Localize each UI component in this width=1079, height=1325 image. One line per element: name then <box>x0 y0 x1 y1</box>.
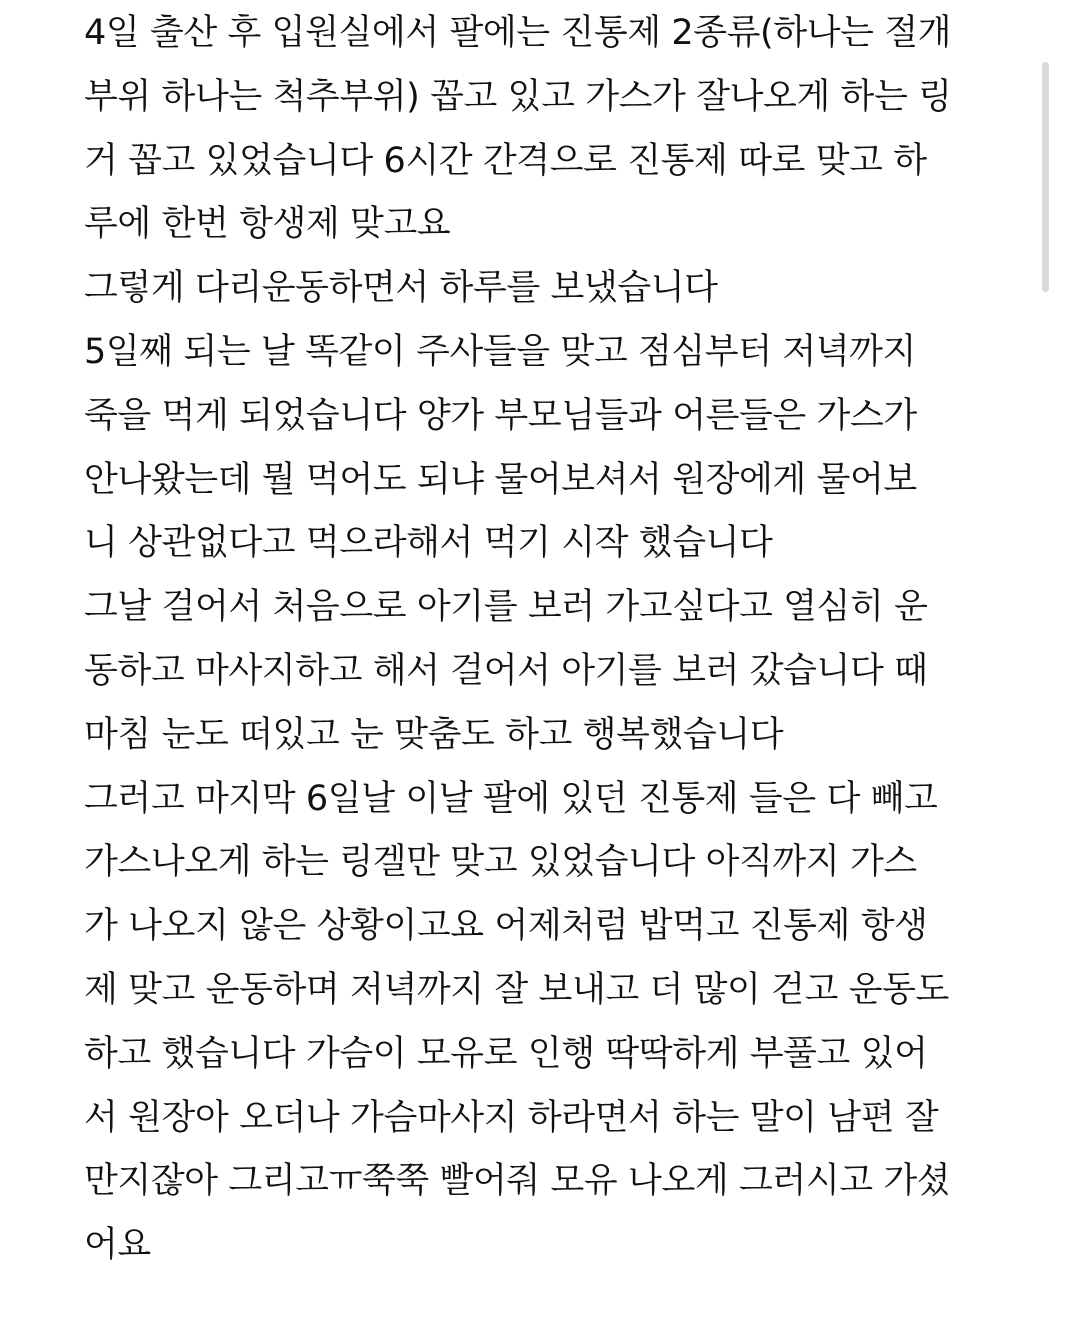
text-line: 그러고 마지막 6일날 이날 팔에 있던 진통제 들은 다 빼고 <box>84 778 938 819</box>
text-line: 가스나오게 하는 링겔만 맞고 있었습니다 아직까지 가스 <box>84 842 917 883</box>
text-line: 가 나오지 않은 상황이고요 어제처럼 밥먹고 진통제 항생 <box>84 906 928 947</box>
document-body <box>84 2 1014 1278</box>
text-line: 동하고 마사지하고 해서 걸어서 아기를 보러 갔습니다 때 <box>84 650 928 691</box>
text-line: 제 맞고 운동하며 저녁까지 잘 보내고 더 많이 걷고 운동도 <box>84 969 949 1010</box>
text-line: 하고 했습니다 가슴이 모유로 인행 딱딱하게 부풀고 있어 <box>84 1033 928 1074</box>
text-line: 루에 한번 항생제 맞고요 <box>84 204 451 245</box>
text-line: 안나왔는데 뭘 먹어도 되냐 물어보셔서 원장에게 물어보 <box>84 459 917 500</box>
text-line: 그날 걸어서 처음으로 아기를 보러 가고싶다고 열심히 운 <box>84 587 928 628</box>
text-line: 죽을 먹게 되었습니다 양가 부모님들과 어른들은 가스가 <box>84 395 917 436</box>
text-line: 그렇게 다리운동하면서 하루를 보냈습니다 <box>84 268 718 309</box>
scrollbar[interactable] <box>1042 62 1049 292</box>
text-line: 부위 하나는 척추부위) 꼽고 있고 가스가 잘나오게 하는 링 <box>84 76 952 117</box>
text-line: 만지잖아 그리고ㅠ쭉쭉 빨어줘 모유 나오게 그러시고 가셨 <box>84 1161 951 1202</box>
text-line: 서 원장아 오더나 가슴마사지 하라면서 하는 말이 남편 잘 <box>84 1097 939 1138</box>
text-line: 4일 출산 후 입원실에서 팔에는 진통제 2종류(하나는 절개 <box>84 13 952 53</box>
text-line: 어요 <box>84 1225 151 1266</box>
text-line: 5일째 되는 날 똑같이 주사들을 맞고 점심부터 저녁까지 <box>84 331 916 372</box>
text-line: 니 상관없다고 먹으라해서 먹기 시작 했습니다 <box>84 523 773 564</box>
text-line: 마침 눈도 떠있고 눈 맞춤도 하고 행복했습니다 <box>84 714 784 755</box>
text-line: 거 꼽고 있었습니다 6시간 간격으로 진통제 따로 맞고 하 <box>84 140 927 181</box>
